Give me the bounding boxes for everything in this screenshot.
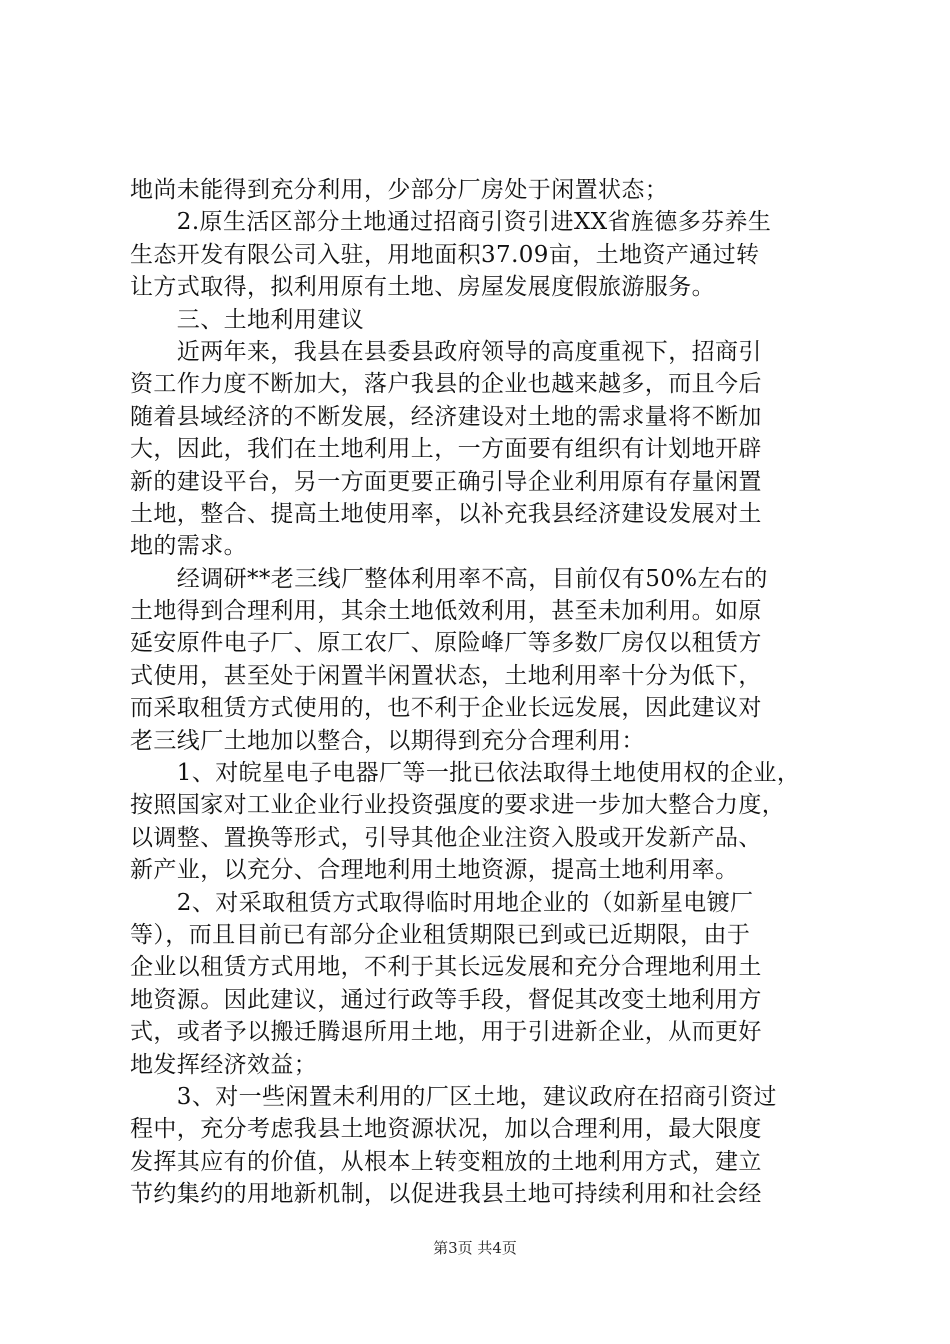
text-line: 2、对采取租赁方式取得临时用地企业的（如新星电镀厂 — [130, 889, 754, 916]
text-line: 3、对一些闲置未利用的厂区土地，建议政府在招商引资过 — [130, 1083, 777, 1110]
text-line: 地资源。因此建议，通过行政等手段，督促其改变土地利用方 — [130, 986, 762, 1013]
text-line: 经调研**老三线厂整体利用率不高，目前仅有50%左右的 — [130, 565, 768, 592]
text-line: 程中，充分考虑我县土地资源状况，加以合理利用，最大限度 — [130, 1116, 762, 1143]
text-line: 地发挥经济效益； — [130, 1051, 318, 1078]
text-line: 随着县域经济的不断发展，经济建设对土地的需求量将不断加 — [130, 403, 762, 430]
section-heading: 三、土地利用建议 — [130, 306, 364, 333]
text-line: 土地，整合、提高土地使用率，以补充我县经济建设发展对土 — [130, 500, 762, 527]
document-body — [130, 174, 830, 1211]
text-line: 新产业，以充分、合理地利用土地资源，提高土地利用率。 — [130, 857, 739, 884]
text-line: 企业以租赁方式用地，不利于其长远发展和充分合理地利用土 — [130, 954, 762, 981]
text-line: 新的建设平台，另一方面更要正确引导企业利用原有存量闲置 — [130, 468, 762, 495]
text-line: 2.原生活区部分土地通过招商引资引进XX省旌德多芬养生 — [130, 209, 772, 236]
text-line: 按照国家对工业企业行业投资强度的要求进一步加大整合力度， — [130, 792, 786, 819]
text-line: 以调整、置换等形式，引导其他企业注资入股或开发新产品、 — [130, 824, 762, 851]
text-line: 等），而且目前已有部分企业租赁期限已到或已近期限，由于 — [130, 921, 751, 948]
text-line: 式，或者予以搬迁腾退所用土地，用于引进新企业，从而更好 — [130, 1019, 762, 1046]
text-line: 发挥其应有的价值，从根本上转变粗放的土地利用方式，建立 — [130, 1148, 762, 1175]
text-line: 1、对皖星电子电器厂等一批已依法取得土地使用权的企业， — [130, 760, 801, 787]
text-line: 老三线厂土地加以整合，以期得到充分合理利用： — [130, 727, 645, 754]
text-line: 地的需求。 — [130, 533, 247, 560]
text-line: 资工作力度不断加大，落户我县的企业也越来越多，而且今后 — [130, 371, 762, 398]
text-line: 土地得到合理利用，其余土地低效利用，甚至未加利用。如原 — [130, 598, 762, 625]
text-line: 生态开发有限公司入驻，用地面积37.09亩，土地资产通过转 — [130, 241, 760, 268]
page-number-footer: 第3页 共4页 — [433, 1239, 517, 1257]
text-line: 近两年来，我县在县委县政府领导的高度重视下，招商引 — [130, 338, 762, 365]
text-line: 式使用，甚至处于闲置半闲置状态，土地利用率十分为低下， — [130, 662, 762, 689]
text-line: 地尚未能得到充分利用，少部分厂房处于闲置状态； — [130, 177, 669, 203]
text-line: 让方式取得，拟利用原有土地、房屋发展度假旅游服务。 — [130, 274, 715, 301]
text-line: 而采取租赁方式使用的，也不利于企业长远发展，因此建议对 — [130, 695, 762, 722]
text-line: 大，因此，我们在土地利用上，一方面要有组织有计划地开辟 — [130, 436, 762, 463]
text-line: 延安原件电子厂、原工农厂、原险峰厂等多数厂房仅以租赁方 — [130, 630, 762, 657]
text-line: 节约集约的用地新机制，以促进我县土地可持续利用和社会经 — [130, 1181, 762, 1208]
